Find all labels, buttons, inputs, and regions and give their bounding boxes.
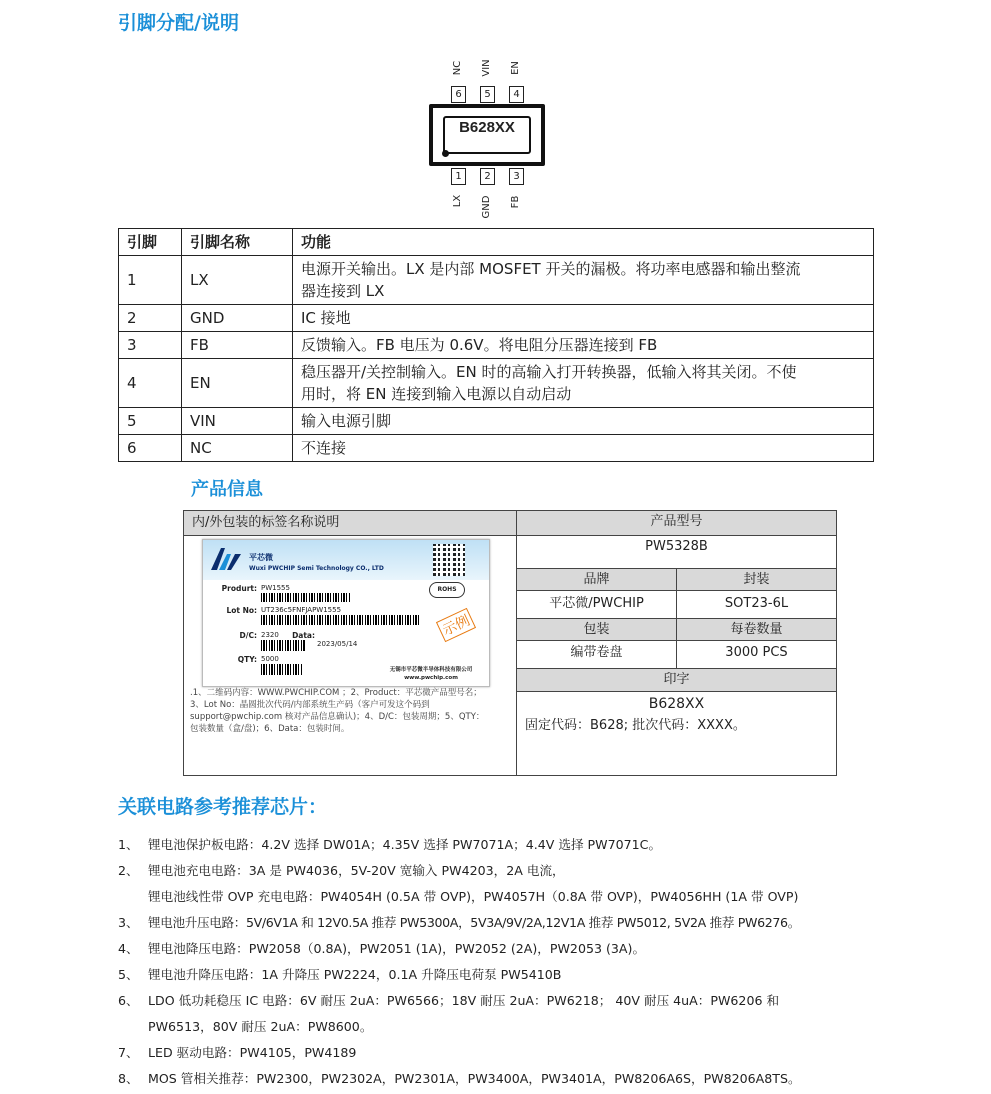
barcode-icon	[261, 640, 305, 651]
label-description-panel	[184, 511, 517, 775]
pin-name-cell: NC	[182, 435, 293, 462]
pin-cell: 4	[119, 359, 182, 408]
pin-label-4: EN	[510, 61, 521, 75]
pin-label-6: NC	[452, 60, 463, 76]
section-title-product-info: 产品信息	[191, 479, 263, 500]
brand-value: 平芯微/PWCHIP	[517, 591, 677, 619]
label-data-key: Data:	[292, 631, 315, 640]
header-pin-name: 引脚名称	[182, 229, 293, 256]
package-value: SOT23-6L	[677, 591, 836, 619]
sample-package-label	[202, 539, 490, 687]
label-company-address: 无锡市平芯微半导体科技有限公司 www.pwchip.com	[389, 667, 473, 681]
pin-cell: 2	[119, 305, 182, 332]
pin-cell: 1	[119, 256, 182, 305]
pin-label-2: GND	[481, 195, 492, 219]
function-cell: 不连接	[293, 435, 874, 462]
table-row	[119, 359, 874, 408]
label-lot-key: Lot No:	[226, 606, 257, 615]
logo-cn-text: 平芯微	[249, 553, 273, 562]
section-title-pin-assignment: 引脚分配/说明	[118, 12, 239, 34]
chip-pinout-diagram	[428, 56, 546, 224]
pin-name-cell: VIN	[182, 408, 293, 435]
label-notes: .1、二维码内容：WWW.PWCHIP.COM ；2、Product：平芯微产品型号名； 3、Lot No：晶圆批次代码/内部系统生产码（客户可发这个码到 support@pwchip.com 核对产品信息确认)；4、D/C：包装周期；5、QTY： 包装数量（盒/盘)；6、Data：包装时间。	[190, 688, 485, 734]
function-cell: 反馈输入。FB 电压为 0.6V。将电阻分压器连接到 FB	[293, 332, 874, 359]
reel-qty-value: 3000 PCS	[677, 641, 836, 669]
table-header-row	[119, 229, 874, 256]
pin-number-5: 5	[480, 86, 495, 103]
pin-label-1: LX	[452, 194, 463, 208]
list-item: 1、 锂电池保护板电路：4.2V 选择 DW01A；4.35V 选择 PW7071A；4.4V 选择 PW7071C。	[118, 837, 662, 852]
marking-header: 印字	[517, 669, 836, 692]
pin-description-table	[118, 228, 874, 462]
brand-header: 品牌	[517, 569, 677, 591]
chip-package	[429, 104, 545, 166]
packing-value: 编带卷盘	[517, 641, 677, 669]
pin-number-6: 6	[451, 86, 466, 103]
label-produrt-key: Produrt:	[221, 584, 257, 593]
packing-header: 包装	[517, 619, 677, 641]
pin-name-cell: FB	[182, 332, 293, 359]
pin-label-3: FB	[510, 195, 521, 209]
pin-label-5: VIN	[481, 59, 492, 77]
logo-en-text: Wuxi PWCHIP Semi Technology CO., LTD	[249, 565, 384, 572]
pin-name-cell: LX	[182, 256, 293, 305]
sample-stamp: 示例	[436, 608, 476, 642]
section-title-recommended-chips: 关联电路参考推荐芯片：	[118, 796, 328, 818]
list-item: 2、 锂电池充电电路：3A 是 PW4036，5V-20V 宽输入 PW4203，2A 电流， 锂电池线性带 OVP 充电电路：PW4054H (0.5A 带 OVP)，PW4057H（0.8A 带 OVP)，PW4056HH (1A 带 OVP)	[118, 863, 799, 904]
product-info-box	[183, 510, 837, 776]
pin-name-cell: GND	[182, 305, 293, 332]
label-produrt-value: PW1555	[261, 584, 290, 592]
pin1-dot-icon	[442, 150, 449, 157]
pin-name-cell: EN	[182, 359, 293, 408]
function-cell: 输入电源引脚	[293, 408, 874, 435]
function-cell: 稳压器开/关控制输入。EN 时的高输入打开转换器，低输入将其关闭。不使 用时，将 EN 连接到输入电源以自动启动	[293, 359, 874, 408]
label-data-value: 2023/05/14	[317, 640, 358, 648]
rohs-badge: ROHS	[429, 582, 465, 598]
pin-number-4: 4	[509, 86, 524, 103]
pin-cell: 6	[119, 435, 182, 462]
label-dc-key: D/C:	[239, 631, 257, 640]
list-item: 4、 锂电池降压电路：PW2058（0.8A)，PW2051 (1A)，PW2052 (2A)，PW2053 (3A)。	[118, 941, 646, 956]
function-cell: IC 接地	[293, 305, 874, 332]
marking-value: B628XX	[648, 696, 705, 712]
pin-number-2: 2	[480, 168, 495, 185]
pin-cell: 3	[119, 332, 182, 359]
table-row	[119, 305, 874, 332]
list-item: 6、 LDO 低功耗稳压 IC 电路：6V 耐压 2uA：PW6566；18V 耐压 2uA：PW6218； 40V 耐压 4uA：PW6206 和 PW6513，80V 耐压 2uA：PW8600。	[118, 993, 780, 1034]
model-header: 产品型号	[517, 511, 836, 536]
chip-name: B628XX	[459, 119, 515, 136]
recommended-chips-list	[118, 832, 878, 1092]
list-item: 5、 锂电池升降压电路：1A 升降压 PW2224，0.1A 升降压电荷泵 PW5410B	[118, 967, 562, 982]
pin-number-3: 3	[509, 168, 524, 185]
model-value: PW5328B	[517, 536, 836, 569]
product-spec-panel	[517, 511, 836, 775]
list-item: 8、 MOS 管相关推荐：PW2300，PW2302A，PW2301A，PW3400A，PW3401A，PW8206A6S，PW8206A8TS。	[118, 1071, 801, 1086]
table-row	[119, 256, 874, 305]
label-description-header: 内/外包装的标签名称说明	[184, 511, 516, 536]
table-row	[119, 435, 874, 462]
pwchip-logo-icon	[209, 546, 243, 572]
list-item: 7、 LED 驱动电路：PW4105，PW4189	[118, 1045, 357, 1060]
label-dc-value: 2320	[261, 631, 279, 639]
header-pin: 引脚	[119, 229, 182, 256]
table-row	[119, 408, 874, 435]
barcode-icon	[261, 593, 351, 602]
label-qty-key: QTY:	[237, 655, 257, 664]
pin-cell: 5	[119, 408, 182, 435]
barcode-icon	[261, 664, 303, 675]
marking-note: 固定代码：B628; 批次代码：XXXX。	[525, 718, 746, 733]
reel-qty-header: 每卷数量	[677, 619, 836, 641]
label-qty-value: 5000	[261, 655, 279, 663]
barcode-icon	[261, 615, 419, 625]
package-header: 封装	[677, 569, 836, 591]
list-item: 3、 锂电池升压电路：5V/6V1A 和 12V0.5A 推荐 PW5300A，5V3A/9V/2A,12V1A 推荐 PW5012, 5V2A 推荐 PW6276。	[118, 915, 800, 930]
label-lot-value: UT236c5FNFJAPW1555	[261, 606, 342, 614]
pin-number-1: 1	[451, 168, 466, 185]
table-row	[119, 332, 874, 359]
function-cell: 电源开关输出。LX 是内部 MOSFET 开关的漏极。将功率电感器和输出整流 器连接到 LX	[293, 256, 874, 305]
header-function: 功能	[293, 229, 874, 256]
